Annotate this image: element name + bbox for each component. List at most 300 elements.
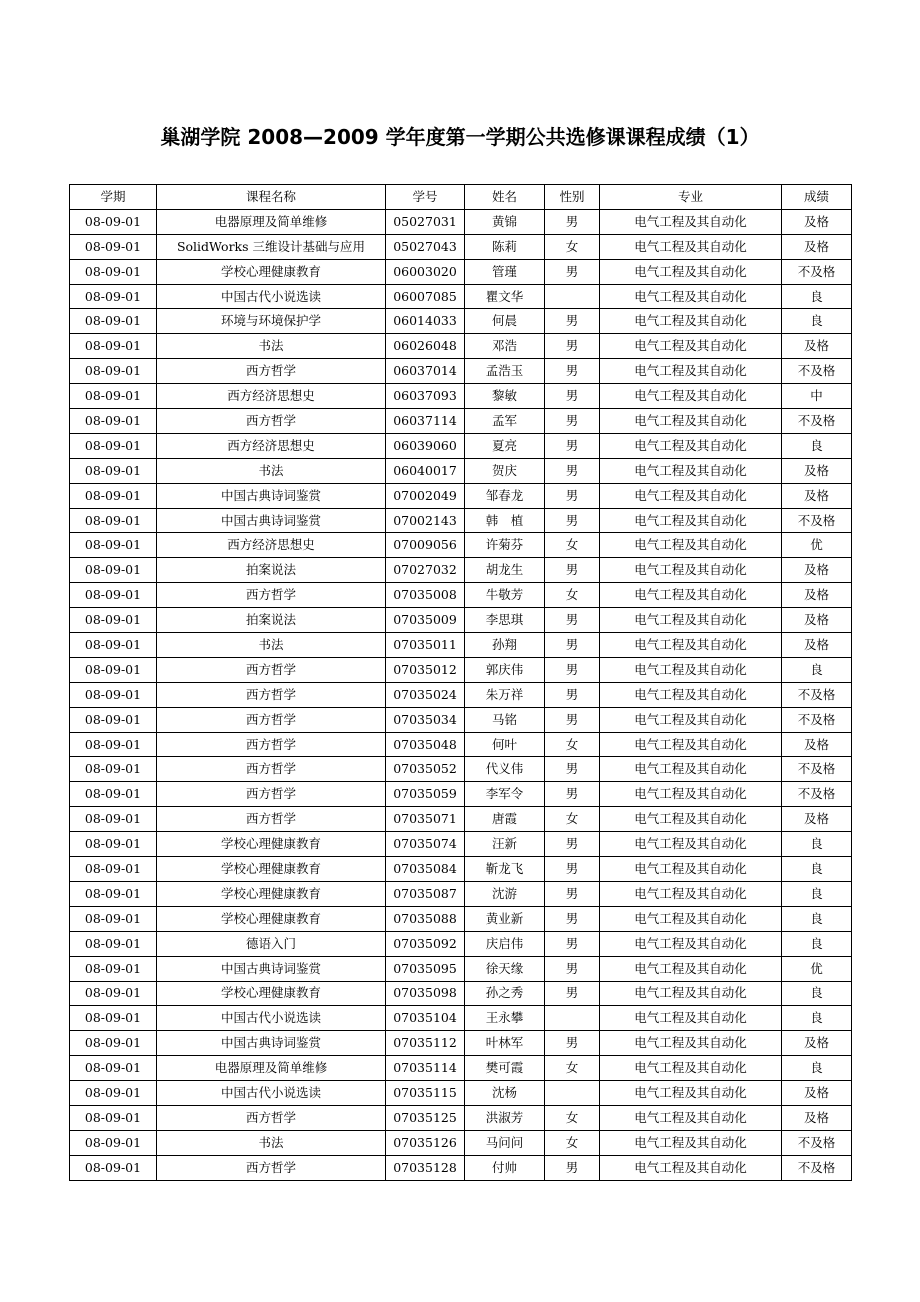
cell-major: 电气工程及其自动化 [600, 931, 782, 956]
cell-semester: 08-09-01 [70, 1081, 157, 1106]
grades-body [70, 209, 852, 1180]
cell-semester: 08-09-01 [70, 508, 157, 533]
cell-gender: 男 [545, 259, 600, 284]
cell-grade: 不及格 [782, 1130, 852, 1155]
cell-semester: 08-09-01 [70, 956, 157, 981]
cell-grade: 良 [782, 433, 852, 458]
cell-major: 电气工程及其自动化 [600, 782, 782, 807]
cell-major: 电气工程及其自动化 [600, 259, 782, 284]
cell-major: 电气工程及其自动化 [600, 1081, 782, 1106]
cell-student-id: 07027032 [386, 558, 465, 583]
cell-grade: 良 [782, 1056, 852, 1081]
cell-semester: 08-09-01 [70, 1105, 157, 1130]
cell-name: 靳龙飞 [465, 857, 545, 882]
cell-course-name: 书法 [157, 1130, 386, 1155]
cell-name: 朱万祥 [465, 682, 545, 707]
cell-course-name: 西方哲学 [157, 583, 386, 608]
cell-major: 电气工程及其自动化 [600, 757, 782, 782]
cell-name: 贺庆 [465, 458, 545, 483]
cell-gender: 男 [545, 682, 600, 707]
cell-course-name: 中国古代小说选读 [157, 1081, 386, 1106]
cell-gender: 男 [545, 633, 600, 658]
cell-course-name: 中国古代小说选读 [157, 1006, 386, 1031]
cell-student-id: 07035125 [386, 1105, 465, 1130]
cell-grade: 良 [782, 906, 852, 931]
cell-grade: 及格 [782, 1081, 852, 1106]
cell-student-id: 07035084 [386, 857, 465, 882]
cell-name: 庆启伟 [465, 931, 545, 956]
cell-grade: 及格 [782, 633, 852, 658]
cell-name: 洪淑芳 [465, 1105, 545, 1130]
cell-major: 电气工程及其自动化 [600, 508, 782, 533]
table-row [70, 1031, 852, 1056]
cell-grade: 及格 [782, 1105, 852, 1130]
cell-semester: 08-09-01 [70, 384, 157, 409]
cell-gender: 男 [545, 384, 600, 409]
table-row [70, 608, 852, 633]
cell-grade: 及格 [782, 209, 852, 234]
table-row [70, 657, 852, 682]
cell-student-id: 07035009 [386, 608, 465, 633]
cell-course-name: 中国古典诗词鉴赏 [157, 1031, 386, 1056]
cell-student-id: 06037114 [386, 409, 465, 434]
cell-semester: 08-09-01 [70, 458, 157, 483]
cell-name: 付帅 [465, 1155, 545, 1180]
table-row [70, 832, 852, 857]
table-row [70, 757, 852, 782]
cell-grade: 及格 [782, 458, 852, 483]
cell-course-name: 西方哲学 [157, 1155, 386, 1180]
table-row [70, 533, 852, 558]
cell-semester: 08-09-01 [70, 707, 157, 732]
table-row [70, 881, 852, 906]
cell-gender: 男 [545, 981, 600, 1006]
table-row [70, 483, 852, 508]
cell-course-name: 中国古典诗词鉴赏 [157, 508, 386, 533]
cell-semester: 08-09-01 [70, 1031, 157, 1056]
cell-major: 电气工程及其自动化 [600, 1006, 782, 1031]
table-row [70, 1155, 852, 1180]
cell-major: 电气工程及其自动化 [600, 209, 782, 234]
cell-name: 沈杨 [465, 1081, 545, 1106]
cell-student-id: 05027031 [386, 209, 465, 234]
cell-name: 许菊芬 [465, 533, 545, 558]
cell-name: 代义伟 [465, 757, 545, 782]
cell-student-id: 07035115 [386, 1081, 465, 1106]
cell-course-name: 西方经济思想史 [157, 533, 386, 558]
header-name: 姓名 [465, 185, 545, 210]
cell-major: 电气工程及其自动化 [600, 384, 782, 409]
cell-name: 王永攀 [465, 1006, 545, 1031]
cell-gender: 男 [545, 906, 600, 931]
cell-student-id: 07035092 [386, 931, 465, 956]
cell-grade: 良 [782, 657, 852, 682]
cell-gender: 男 [545, 334, 600, 359]
cell-name: 孙翔 [465, 633, 545, 658]
table-row [70, 508, 852, 533]
cell-name: 黄锦 [465, 209, 545, 234]
cell-gender: 男 [545, 857, 600, 882]
cell-major: 电气工程及其自动化 [600, 732, 782, 757]
cell-student-id: 07035034 [386, 707, 465, 732]
cell-grade: 不及格 [782, 707, 852, 732]
cell-grade: 不及格 [782, 259, 852, 284]
cell-grade: 良 [782, 881, 852, 906]
cell-name: 孟浩玉 [465, 359, 545, 384]
table-row [70, 981, 852, 1006]
cell-name: 孟军 [465, 409, 545, 434]
cell-student-id: 07035048 [386, 732, 465, 757]
cell-student-id: 07035126 [386, 1130, 465, 1155]
cell-grade: 良 [782, 284, 852, 309]
cell-semester: 08-09-01 [70, 931, 157, 956]
cell-major: 电气工程及其自动化 [600, 707, 782, 732]
cell-course-name: 西方哲学 [157, 657, 386, 682]
cell-gender: 男 [545, 832, 600, 857]
table-row [70, 234, 852, 259]
cell-course-name: 中国古代小说选读 [157, 284, 386, 309]
cell-student-id: 07002143 [386, 508, 465, 533]
cell-semester: 08-09-01 [70, 1056, 157, 1081]
cell-course-name: 西方哲学 [157, 807, 386, 832]
header-grade: 成绩 [782, 185, 852, 210]
cell-grade: 良 [782, 981, 852, 1006]
cell-name: 邹春龙 [465, 483, 545, 508]
cell-gender [545, 1006, 600, 1031]
table-row [70, 857, 852, 882]
cell-name: 胡龙生 [465, 558, 545, 583]
cell-major: 电气工程及其自动化 [600, 583, 782, 608]
cell-semester: 08-09-01 [70, 757, 157, 782]
cell-major: 电气工程及其自动化 [600, 1056, 782, 1081]
cell-student-id: 07002049 [386, 483, 465, 508]
header-course-name: 课程名称 [157, 185, 386, 210]
cell-grade: 良 [782, 832, 852, 857]
cell-semester: 08-09-01 [70, 409, 157, 434]
cell-major: 电气工程及其自动化 [600, 857, 782, 882]
cell-course-name: 书法 [157, 458, 386, 483]
cell-student-id: 07035012 [386, 657, 465, 682]
cell-gender: 女 [545, 1105, 600, 1130]
cell-course-name: 书法 [157, 633, 386, 658]
cell-major: 电气工程及其自动化 [600, 807, 782, 832]
cell-gender: 男 [545, 1155, 600, 1180]
cell-course-name: 书法 [157, 334, 386, 359]
cell-student-id: 07035095 [386, 956, 465, 981]
cell-name: 马问问 [465, 1130, 545, 1155]
cell-course-name: 电器原理及简单维修 [157, 209, 386, 234]
cell-semester: 08-09-01 [70, 782, 157, 807]
cell-major: 电气工程及其自动化 [600, 284, 782, 309]
table-row [70, 1130, 852, 1155]
table-row [70, 1056, 852, 1081]
table-row [70, 284, 852, 309]
cell-name: 李思琪 [465, 608, 545, 633]
table-row [70, 433, 852, 458]
cell-name: 汪新 [465, 832, 545, 857]
cell-grade: 及格 [782, 558, 852, 583]
cell-student-id: 06037093 [386, 384, 465, 409]
cell-gender: 男 [545, 782, 600, 807]
cell-semester: 08-09-01 [70, 533, 157, 558]
cell-gender: 男 [545, 508, 600, 533]
cell-course-name: 西方哲学 [157, 782, 386, 807]
table-row [70, 782, 852, 807]
cell-student-id: 07035098 [386, 981, 465, 1006]
cell-major: 电气工程及其自动化 [600, 533, 782, 558]
cell-major: 电气工程及其自动化 [600, 1105, 782, 1130]
cell-semester: 08-09-01 [70, 807, 157, 832]
cell-semester: 08-09-01 [70, 732, 157, 757]
cell-grade: 中 [782, 384, 852, 409]
cell-student-id: 06037014 [386, 359, 465, 384]
cell-major: 电气工程及其自动化 [600, 633, 782, 658]
cell-name: 夏亮 [465, 433, 545, 458]
document-title: 巢湖学院 2008—2009 学年度第一学期公共选修课课程成绩（1） [160, 125, 760, 149]
cell-course-name: 拍案说法 [157, 558, 386, 583]
cell-name: 黎敏 [465, 384, 545, 409]
cell-grade: 不及格 [782, 359, 852, 384]
cell-course-name: 学校心理健康教育 [157, 832, 386, 857]
cell-name: 陈莉 [465, 234, 545, 259]
cell-gender: 女 [545, 234, 600, 259]
cell-grade: 及格 [782, 608, 852, 633]
cell-grade: 优 [782, 533, 852, 558]
cell-grade: 及格 [782, 334, 852, 359]
cell-semester: 08-09-01 [70, 309, 157, 334]
table-row [70, 458, 852, 483]
cell-major: 电气工程及其自动化 [600, 1031, 782, 1056]
cell-major: 电气工程及其自动化 [600, 832, 782, 857]
cell-course-name: 西方哲学 [157, 732, 386, 757]
cell-semester: 08-09-01 [70, 433, 157, 458]
cell-semester: 08-09-01 [70, 234, 157, 259]
cell-student-id: 07035052 [386, 757, 465, 782]
cell-student-id: 07009056 [386, 533, 465, 558]
cell-gender: 男 [545, 1031, 600, 1056]
cell-gender: 男 [545, 956, 600, 981]
cell-course-name: SolidWorks 三维设计基础与应用 [157, 234, 386, 259]
cell-semester: 08-09-01 [70, 657, 157, 682]
cell-course-name: 电器原理及简单维修 [157, 1056, 386, 1081]
cell-semester: 08-09-01 [70, 857, 157, 882]
cell-course-name: 中国古典诗词鉴赏 [157, 483, 386, 508]
cell-gender: 男 [545, 209, 600, 234]
cell-grade: 不及格 [782, 1155, 852, 1180]
cell-name: 何晨 [465, 309, 545, 334]
cell-grade: 不及格 [782, 409, 852, 434]
cell-gender: 男 [545, 458, 600, 483]
cell-major: 电气工程及其自动化 [600, 409, 782, 434]
cell-major: 电气工程及其自动化 [600, 881, 782, 906]
cell-gender: 男 [545, 931, 600, 956]
cell-grade: 良 [782, 857, 852, 882]
cell-student-id: 07035088 [386, 906, 465, 931]
cell-gender: 女 [545, 807, 600, 832]
grades-table [69, 184, 852, 1181]
header-row [70, 185, 852, 210]
table-row [70, 906, 852, 931]
table-row [70, 1105, 852, 1130]
cell-gender: 男 [545, 359, 600, 384]
cell-student-id: 06014033 [386, 309, 465, 334]
cell-gender: 女 [545, 1056, 600, 1081]
cell-grade: 及格 [782, 583, 852, 608]
cell-name: 孙之秀 [465, 981, 545, 1006]
cell-name: 唐霞 [465, 807, 545, 832]
cell-semester: 08-09-01 [70, 284, 157, 309]
table-row [70, 956, 852, 981]
cell-major: 电气工程及其自动化 [600, 483, 782, 508]
cell-student-id: 07035074 [386, 832, 465, 857]
cell-major: 电气工程及其自动化 [600, 1155, 782, 1180]
cell-course-name: 西方哲学 [157, 409, 386, 434]
table-row [70, 732, 852, 757]
cell-gender: 男 [545, 309, 600, 334]
cell-name: 叶林军 [465, 1031, 545, 1056]
cell-course-name: 学校心理健康教育 [157, 857, 386, 882]
header-gender: 性别 [545, 185, 600, 210]
cell-student-id: 06007085 [386, 284, 465, 309]
cell-course-name: 西方哲学 [157, 1105, 386, 1130]
cell-student-id: 07035008 [386, 583, 465, 608]
cell-grade: 及格 [782, 807, 852, 832]
cell-student-id: 07035071 [386, 807, 465, 832]
cell-gender: 男 [545, 707, 600, 732]
cell-semester: 08-09-01 [70, 1006, 157, 1031]
cell-course-name: 西方经济思想史 [157, 433, 386, 458]
table-row [70, 682, 852, 707]
cell-name: 沈游 [465, 881, 545, 906]
cell-major: 电气工程及其自动化 [600, 906, 782, 931]
cell-semester: 08-09-01 [70, 583, 157, 608]
cell-course-name: 西方经济思想史 [157, 384, 386, 409]
header-major: 专业 [600, 185, 782, 210]
cell-name: 徐天缘 [465, 956, 545, 981]
cell-student-id: 07035059 [386, 782, 465, 807]
cell-major: 电气工程及其自动化 [600, 309, 782, 334]
table-row [70, 807, 852, 832]
cell-grade: 良 [782, 1006, 852, 1031]
cell-grade: 良 [782, 309, 852, 334]
table-row [70, 1006, 852, 1031]
table-row [70, 259, 852, 284]
cell-name: 马铭 [465, 707, 545, 732]
cell-major: 电气工程及其自动化 [600, 981, 782, 1006]
table-row [70, 359, 852, 384]
cell-student-id: 06026048 [386, 334, 465, 359]
cell-gender: 女 [545, 732, 600, 757]
cell-student-id: 07035112 [386, 1031, 465, 1056]
cell-course-name: 西方哲学 [157, 359, 386, 384]
cell-course-name: 中国古典诗词鉴赏 [157, 956, 386, 981]
cell-name: 牛敬芳 [465, 583, 545, 608]
cell-course-name: 学校心理健康教育 [157, 906, 386, 931]
cell-gender [545, 1081, 600, 1106]
cell-semester: 08-09-01 [70, 832, 157, 857]
cell-major: 电气工程及其自动化 [600, 558, 782, 583]
cell-semester: 08-09-01 [70, 682, 157, 707]
cell-grade: 及格 [782, 234, 852, 259]
cell-name: 黄业新 [465, 906, 545, 931]
cell-semester: 08-09-01 [70, 633, 157, 658]
cell-major: 电气工程及其自动化 [600, 458, 782, 483]
cell-course-name: 西方哲学 [157, 682, 386, 707]
cell-student-id: 07035087 [386, 881, 465, 906]
cell-name: 邓浩 [465, 334, 545, 359]
cell-gender [545, 284, 600, 309]
cell-grade: 良 [782, 931, 852, 956]
table-row [70, 633, 852, 658]
cell-grade: 不及格 [782, 782, 852, 807]
table-row [70, 583, 852, 608]
cell-major: 电气工程及其自动化 [600, 657, 782, 682]
cell-grade: 及格 [782, 1031, 852, 1056]
cell-major: 电气工程及其自动化 [600, 1130, 782, 1155]
cell-semester: 08-09-01 [70, 1155, 157, 1180]
table-row [70, 384, 852, 409]
cell-semester: 08-09-01 [70, 1130, 157, 1155]
cell-course-name: 西方哲学 [157, 757, 386, 782]
cell-grade: 及格 [782, 483, 852, 508]
cell-grade: 不及格 [782, 757, 852, 782]
cell-name: 樊可霞 [465, 1056, 545, 1081]
cell-major: 电气工程及其自动化 [600, 334, 782, 359]
cell-major: 电气工程及其自动化 [600, 608, 782, 633]
cell-grade: 不及格 [782, 682, 852, 707]
cell-gender: 男 [545, 483, 600, 508]
cell-name: 李军令 [465, 782, 545, 807]
cell-gender: 男 [545, 433, 600, 458]
table-row [70, 409, 852, 434]
cell-student-id: 07035024 [386, 682, 465, 707]
cell-course-name: 学校心理健康教育 [157, 981, 386, 1006]
table-row [70, 309, 852, 334]
table-row [70, 931, 852, 956]
cell-major: 电气工程及其自动化 [600, 234, 782, 259]
cell-major: 电气工程及其自动化 [600, 682, 782, 707]
cell-grade: 优 [782, 956, 852, 981]
cell-student-id: 05027043 [386, 234, 465, 259]
cell-major: 电气工程及其自动化 [600, 359, 782, 384]
cell-semester: 08-09-01 [70, 981, 157, 1006]
cell-course-name: 学校心理健康教育 [157, 881, 386, 906]
table-row [70, 558, 852, 583]
cell-course-name: 学校心理健康教育 [157, 259, 386, 284]
cell-student-id: 06003020 [386, 259, 465, 284]
cell-semester: 08-09-01 [70, 259, 157, 284]
cell-semester: 08-09-01 [70, 608, 157, 633]
cell-gender: 男 [545, 558, 600, 583]
cell-gender: 女 [545, 583, 600, 608]
cell-major: 电气工程及其自动化 [600, 956, 782, 981]
cell-grade: 不及格 [782, 508, 852, 533]
cell-semester: 08-09-01 [70, 359, 157, 384]
table-row [70, 209, 852, 234]
cell-student-id: 06040017 [386, 458, 465, 483]
cell-semester: 08-09-01 [70, 906, 157, 931]
cell-semester: 08-09-01 [70, 209, 157, 234]
cell-gender: 男 [545, 881, 600, 906]
cell-gender: 男 [545, 757, 600, 782]
cell-major: 电气工程及其自动化 [600, 433, 782, 458]
cell-name: 瞿文华 [465, 284, 545, 309]
cell-student-id: 07035104 [386, 1006, 465, 1031]
cell-semester: 08-09-01 [70, 483, 157, 508]
cell-student-id: 07035128 [386, 1155, 465, 1180]
cell-course-name: 西方哲学 [157, 707, 386, 732]
cell-course-name: 德语入门 [157, 931, 386, 956]
